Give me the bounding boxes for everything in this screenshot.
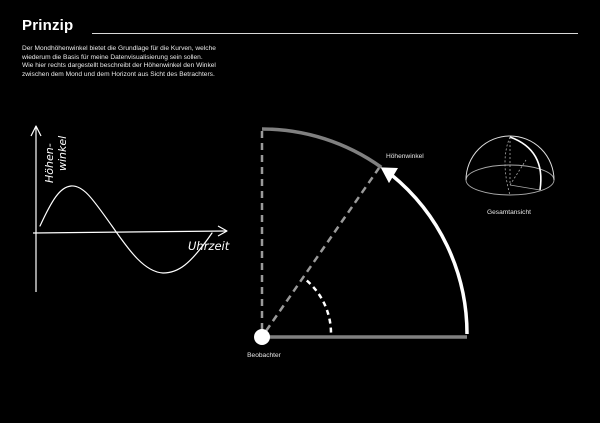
sketch-y-label-2: winkel: [56, 135, 69, 171]
angle-arc: [307, 281, 331, 334]
sketch-x-label: Uhrzeit: [188, 239, 230, 253]
altitude-diagram: [247, 129, 467, 359]
arc-upper: [262, 129, 381, 167]
dome-meridian-dashed: [505, 137, 510, 195]
intro-line-2: wiederum die Basis für meine Datenvisualisierung sein sollen.: [22, 53, 203, 61]
sketch-y-label-1: Höhen-: [43, 143, 56, 183]
sightline-dashed: [266, 168, 379, 331]
observer-label: Beobachter: [247, 352, 281, 359]
dome-horizon-tick: [510, 185, 540, 190]
overview-label: Gesamtansicht: [487, 209, 531, 216]
intro-line-4: zwischen dem Mond und dem Horizont aus Sicht des Betrachters.: [22, 70, 215, 78]
intro-line-1: Der Mondhöhenwinkel bietet die Grundlage für die Kurven, welche: [22, 45, 216, 52]
angle-label: Höhenwinkel: [386, 153, 424, 160]
overview-dome: [466, 136, 554, 216]
observer-dot: [254, 329, 270, 345]
sketch-graph: [31, 126, 230, 292]
sketch-x-axis: [33, 231, 226, 233]
dome-sightline: [510, 160, 526, 185]
arc-lower-arrow: [391, 175, 467, 335]
intro-line-3: Wie hier rechts dargestellt beschreibt der Höhenwinkel den Winkel: [22, 62, 216, 70]
sketch-curve: [40, 186, 212, 273]
arc-arrow-icon: [381, 167, 398, 183]
page-title: Prinzip: [22, 17, 74, 34]
